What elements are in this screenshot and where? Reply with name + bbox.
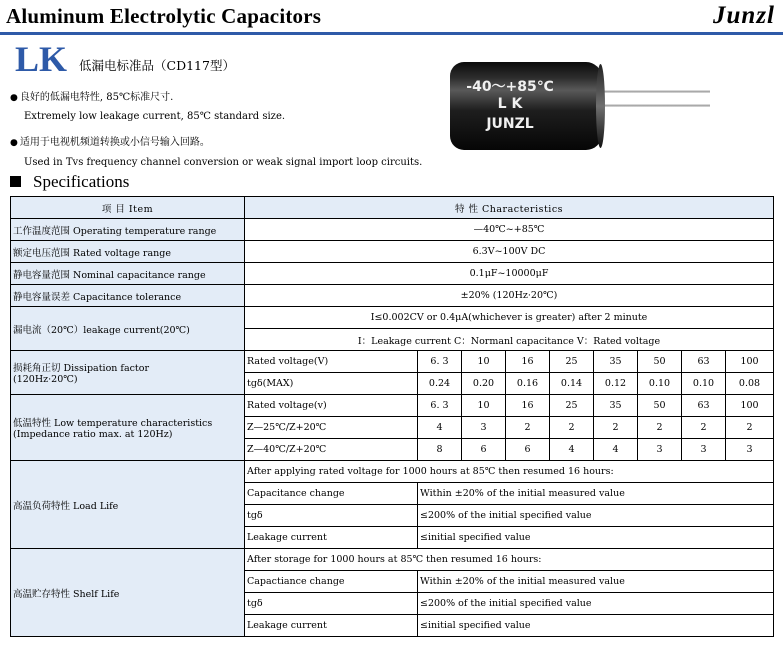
shelf-life-condition: After storage for 1000 hours at 85℃ then resumed 16 hours: [245,549,774,571]
feature-2-zh: ● 适用于电视机频道转换或小信号输入回路。 [10,137,210,148]
page-title: Aluminum Electrolytic Capacitors [6,4,322,28]
cell: 100 [726,395,774,417]
cell: 50 [638,351,682,373]
cell: 0.10 [638,373,682,395]
row-value: —40℃~+85℃ [245,219,774,241]
series-subtitle: 低漏电标准品（CD117型） [79,58,235,73]
cell: 4 [594,439,638,461]
cell: 25 [550,395,594,417]
cell: 2 [550,417,594,439]
cell: 63 [682,351,726,373]
capacitor-label-series: L K [497,96,523,112]
cell: ≤initial specified value [418,615,774,637]
cell: 0.24 [418,373,462,395]
leakage-legend: I：Leakage current C：Normanl capacitance V：Rated voltage [245,329,774,351]
cell: 63 [682,395,726,417]
cell: Rated voltage(v) [245,395,418,417]
cell: 100 [726,351,774,373]
cell: 0.20 [462,373,506,395]
cell: 16 [506,395,550,417]
cell: Capacitance change [245,483,418,505]
cell: 16 [506,351,550,373]
cell: 2 [638,417,682,439]
cell: 50 [638,395,682,417]
cell: Within ±20% of the initial measured value [418,483,774,505]
cell: 2 [506,417,550,439]
row-label: 工作温度范围 Operating temperature range [11,219,245,241]
cell: tgδ(MAX) [245,373,418,395]
capacitor-body [450,62,602,150]
row-value: 0.1μF~10000μF [245,263,774,285]
table-row [11,461,774,483]
table-row [11,219,774,241]
specifications-heading: Specifications [10,172,129,192]
row-value: 6.3V~100V DC [245,241,774,263]
specifications-table [10,196,774,637]
cell: Leakage current [245,615,418,637]
cell: 0.16 [506,373,550,395]
cell: Capactiance change [245,571,418,593]
capacitor-leads [600,90,710,112]
cell: tgδ [245,593,418,615]
cell: Z—25℃/Z+20℃ [245,417,418,439]
cell: 10 [462,351,506,373]
table-row [11,285,774,307]
cell: ≤initial specified value [418,527,774,549]
table-row [11,351,774,373]
cell: 4 [550,439,594,461]
row-label: 额定电压范围 Rated voltage range [11,241,245,263]
header-characteristics: 特 性 Characteristics [245,197,774,219]
series-code: LK [15,39,68,79]
cell: 3 [462,417,506,439]
row-value: ±20% (120Hz·20℃) [245,285,774,307]
capacitor-label-brand: JUNZL [486,116,534,132]
cell: 3 [638,439,682,461]
cell: ≤200% of the initial specified value [418,593,774,615]
cell: 0.14 [550,373,594,395]
cell: Leakage current [245,527,418,549]
cell: 8 [418,439,462,461]
cell: ≤200% of the initial specified value [418,505,774,527]
table-row [11,307,774,329]
row-label: 静电容量误差 Capacitance tolerance [11,285,245,307]
leakage-formula: I≤0.002CV or 0.4μA(whichever is greater) after 2 minute [245,307,774,329]
shelf-life-label: 高温贮存特性 Shelf Life [11,549,245,637]
table-row [11,263,774,285]
cell: 0.08 [726,373,774,395]
load-life-condition: After applying rated voltage for 1000 hours at 85℃ then resumed 16 hours: [245,461,774,483]
cell: tgδ [245,505,418,527]
cell: 35 [594,351,638,373]
cell: 6. 3 [418,351,462,373]
table-row [11,549,774,571]
cell: 35 [594,395,638,417]
feature-1-zh: ● 良好的低漏电特性, 85℃标准尺寸. [10,92,174,103]
dissipation-label: 损耗角正切 Dissipation factor (120Hz·20℃) [11,351,245,395]
cell: Z—40℃/Z+20℃ [245,439,418,461]
row-label: 静电容量范围 Nominal capacitance range [11,263,245,285]
cell: 25 [550,351,594,373]
table-row [11,395,774,417]
cell: Rated voltage(V) [245,351,418,373]
low-temp-label: 低温特性 Low temperature characteristics (Impedance ratio max. at 120Hz) [11,395,245,461]
brand-logo: Junzl [713,2,775,29]
feature-1-en: Extremely low leakage current, 85℃ standard size. [24,111,286,122]
table-header-row [11,197,774,219]
cell: 0.10 [682,373,726,395]
cell: 6. 3 [418,395,462,417]
load-life-label: 高温负荷特性 Load Life [11,461,245,549]
cell: 4 [418,417,462,439]
leakage-label: 漏电流（20℃）leakage current(20℃) [11,307,245,351]
square-bullet-icon [10,176,21,187]
capacitor-label-temp: -40～+85℃ [466,79,554,95]
header-item: 项 目 Item [11,197,245,219]
cell: 6 [462,439,506,461]
header-divider [0,32,783,35]
cell: 10 [462,395,506,417]
cell: 2 [594,417,638,439]
cell: 3 [726,439,774,461]
cell: 6 [506,439,550,461]
cell: 3 [682,439,726,461]
capacitor-image [450,62,710,152]
table-row [11,241,774,263]
cell: 0.12 [594,373,638,395]
cell: 2 [726,417,774,439]
cell: Within ±20% of the initial measured value [418,571,774,593]
feature-2-en: Used in Tvs frequency channel conversion or weak signal import loop circuits. [24,157,423,168]
cell: 2 [682,417,726,439]
